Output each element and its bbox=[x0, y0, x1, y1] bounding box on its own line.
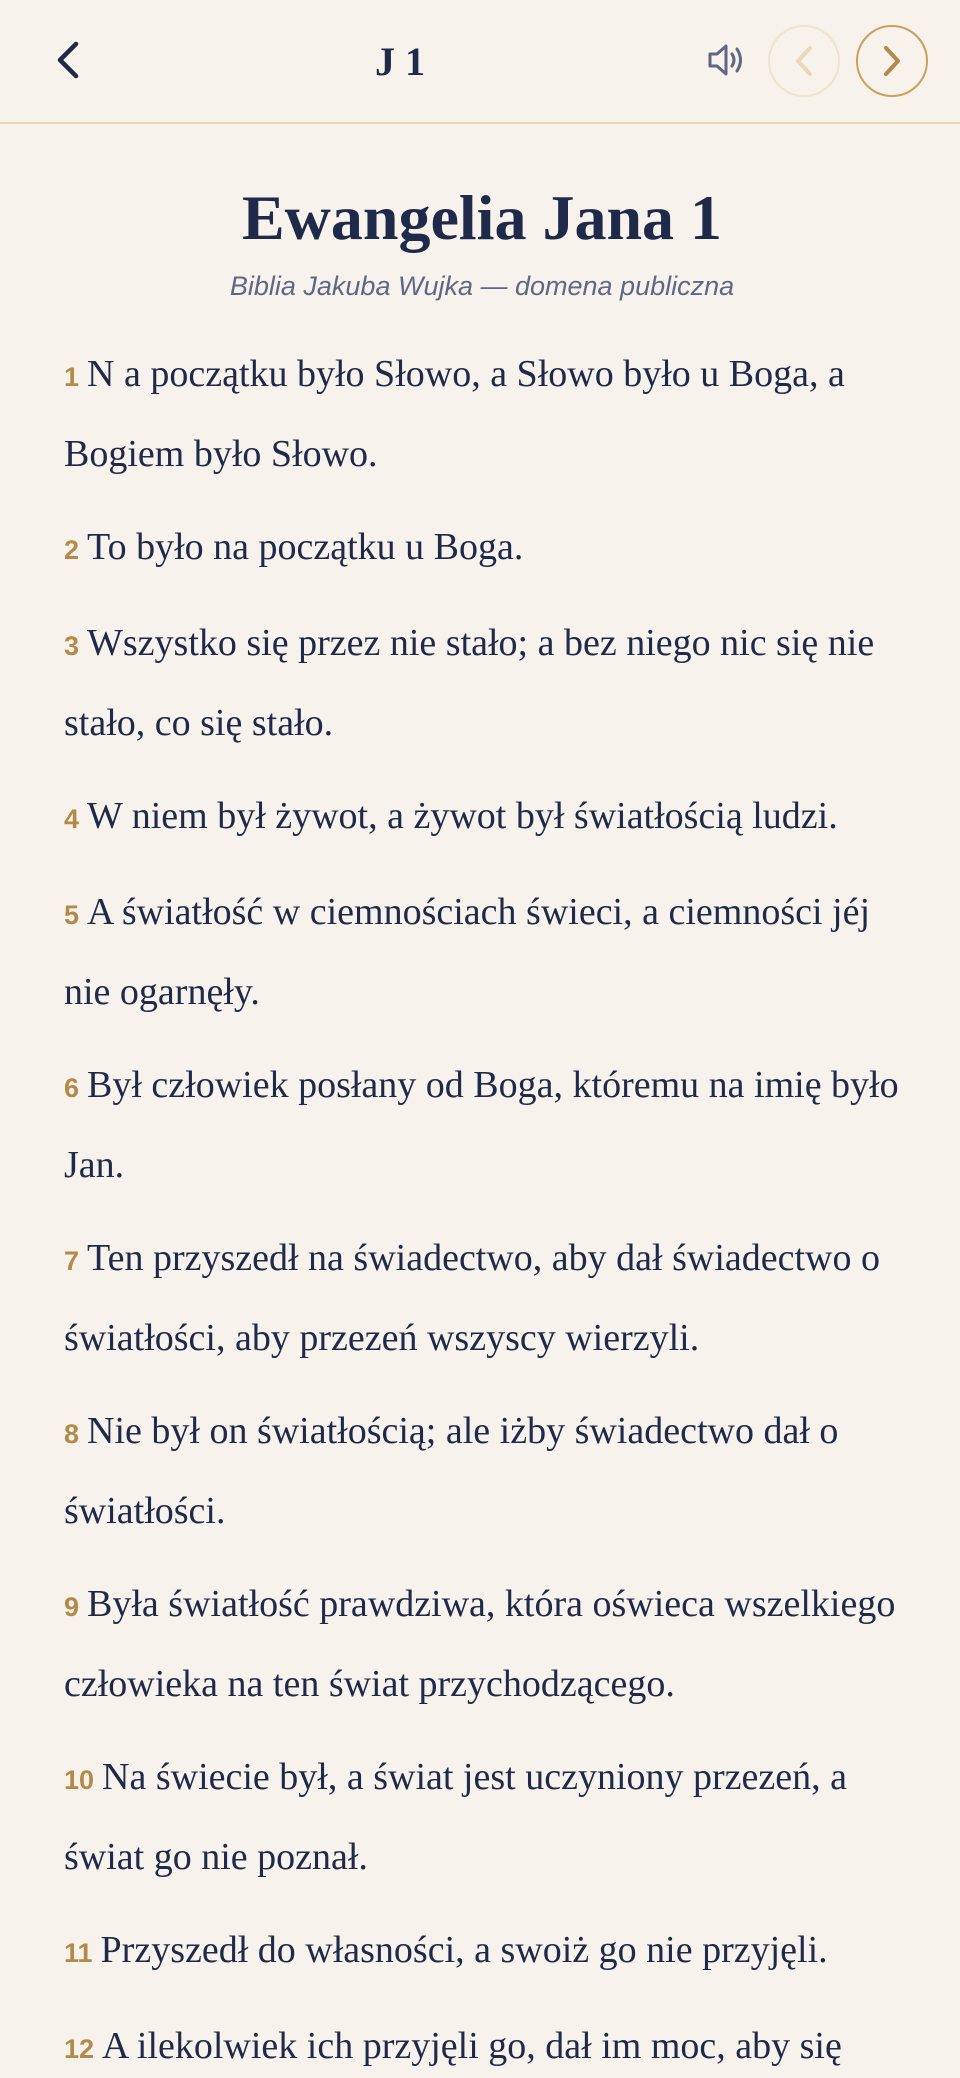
verse[interactable] bbox=[64, 509, 900, 589]
verse-list bbox=[64, 336, 900, 2078]
verse-number: 5 bbox=[64, 900, 80, 930]
verse-text: To było na początku u Boga. bbox=[87, 526, 524, 568]
verse-number: 2 bbox=[64, 535, 80, 565]
verse[interactable] bbox=[64, 778, 900, 858]
verse[interactable] bbox=[64, 1739, 900, 1896]
verse-number: 11 bbox=[64, 1938, 93, 1968]
verse-number: 4 bbox=[64, 804, 80, 834]
verse[interactable] bbox=[64, 2008, 900, 2078]
chapter-content bbox=[64, 124, 900, 2078]
verse-text: A światłość w ciemnościach świeci, a ciemności jéj nie ogarnęły. bbox=[64, 891, 871, 1013]
back-button[interactable] bbox=[36, 28, 100, 92]
chevron-right-icon bbox=[880, 44, 904, 78]
verse[interactable] bbox=[64, 1912, 900, 1992]
verse[interactable] bbox=[64, 336, 900, 493]
previous-chapter-button[interactable] bbox=[768, 25, 840, 97]
chapter-title: Ewangelia Jana 1 bbox=[241, 182, 723, 253]
verse-number: 3 bbox=[64, 631, 80, 661]
verse-text: Przyszedł do własności, a swoiż go nie przyjęli. bbox=[100, 1929, 828, 1971]
verse-number: 6 bbox=[64, 1073, 80, 1103]
verse[interactable] bbox=[64, 605, 900, 762]
chevron-left-icon bbox=[792, 44, 816, 78]
chevron-left-icon bbox=[52, 38, 84, 82]
verse-number: 9 bbox=[64, 1592, 80, 1622]
verse-text: Wszystko się przez nie stało; a bez niego nic się nie stało, co się stało. bbox=[64, 622, 875, 744]
verse-text: Na świecie był, a świat jest uczyniony przezeń, a świat go nie poznał. bbox=[64, 1756, 847, 1878]
nav-chapter-title: J 1 bbox=[375, 39, 425, 84]
verse-text: N a początku było Słowo, a Słowo było u Boga, a Bogiem było Słowo. bbox=[64, 353, 845, 475]
verse-text: Ten przyszedł na świadectwo, aby dał świadectwo o światłości, aby przezeń wszyscy wierzyli. bbox=[64, 1237, 880, 1359]
verse[interactable] bbox=[64, 1220, 900, 1377]
audio-button[interactable] bbox=[696, 30, 756, 90]
verse-number: 7 bbox=[64, 1246, 80, 1276]
verse[interactable] bbox=[64, 874, 900, 1031]
verse[interactable] bbox=[64, 1566, 900, 1723]
verse-text: Nie był on światłością; ale iżby świadectwo dał o światłości. bbox=[64, 1410, 839, 1532]
verse-number: 1 bbox=[64, 362, 80, 392]
speaker-icon bbox=[706, 42, 746, 78]
verse-number: 8 bbox=[64, 1419, 80, 1449]
verse-number: 12 bbox=[64, 2034, 95, 2064]
verse-text: W niem był żywot, a żywot był światłością ludzi. bbox=[87, 795, 838, 837]
verse-text: Był człowiek posłany od Boga, któremu na imię było Jan. bbox=[64, 1064, 899, 1186]
translation-subtitle: Biblia Jakuba Wujka — domena publiczna bbox=[229, 271, 735, 301]
verse-text: Była światłość prawdziwa, która oświeca wszelkiego człowieka na ten świat przychodzącego. bbox=[64, 1583, 896, 1705]
next-chapter-button[interactable] bbox=[856, 25, 928, 97]
top-bar bbox=[0, 0, 960, 124]
verse[interactable] bbox=[64, 1393, 900, 1550]
verse-text: A ilekolwiek ich przyjęli go, dał im moc, aby się bbox=[102, 2025, 842, 2067]
verse[interactable] bbox=[64, 1047, 900, 1204]
verse-number: 10 bbox=[64, 1765, 95, 1795]
